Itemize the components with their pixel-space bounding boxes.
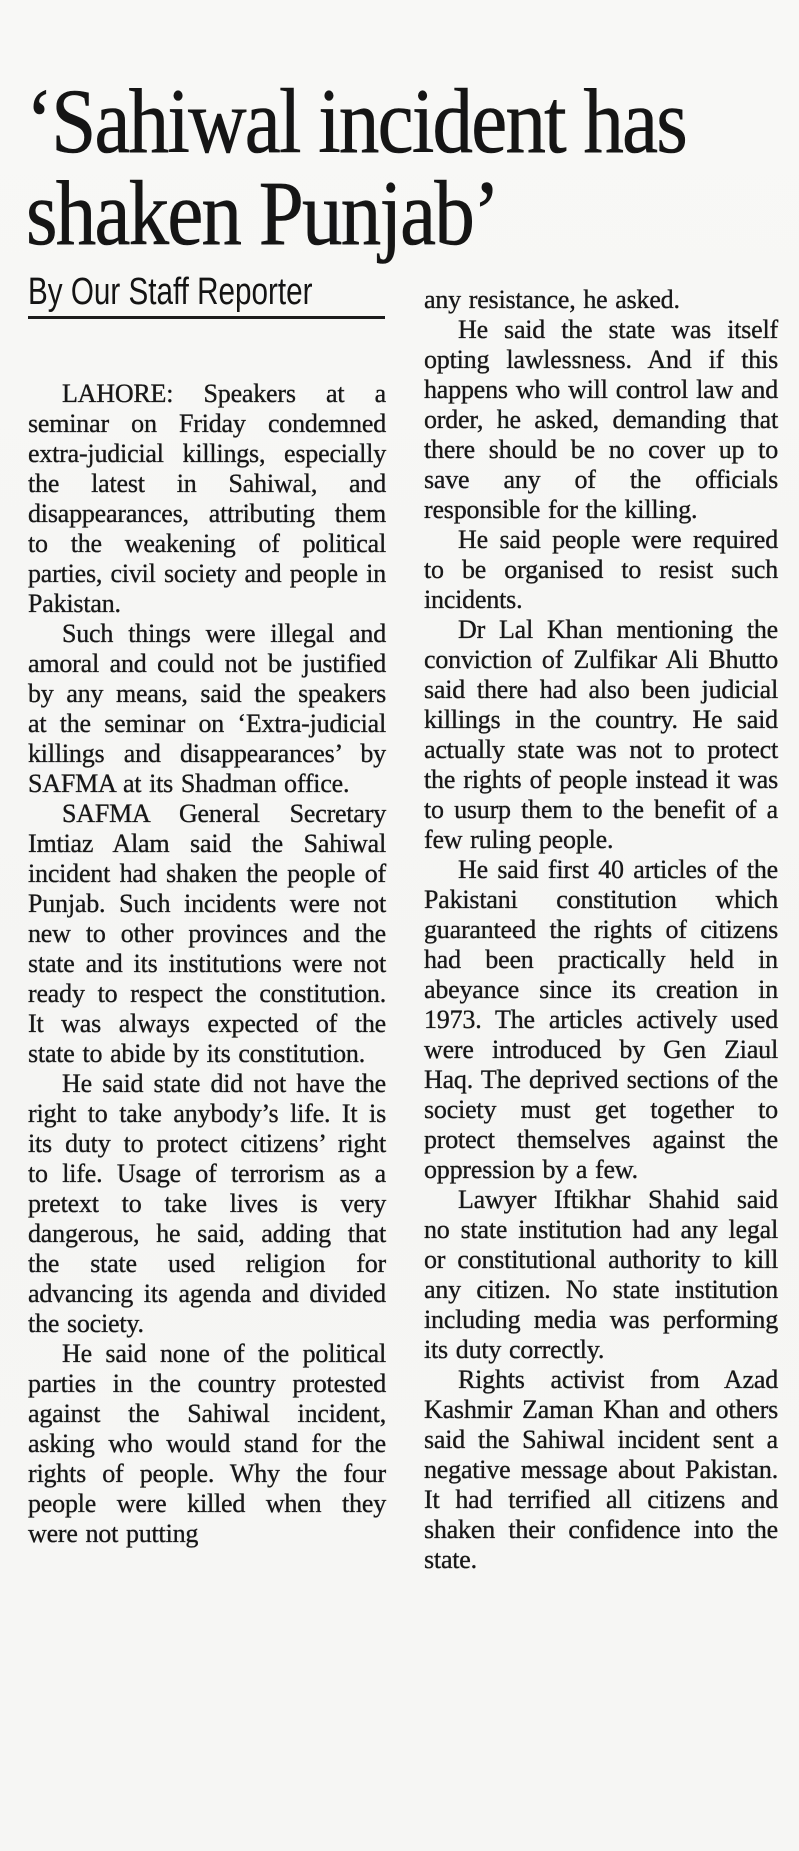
article-column-right [424, 285, 778, 1575]
article-paragraph: SAFMA General Secretary Imtiaz Alam said the Sahiwal incident had shaken the people of Punjab. Such incidents were not new to other provinces and the state and its institutions were not ready to respect the constitution. It was always expected of the state to abide by its constitution. [28, 799, 386, 1068]
article-column-left [28, 379, 386, 1549]
article-paragraph: He said first 40 articles of the Pakistani constitution which guaranteed the rights of citizens had been practically held in abeyance since its creation in 1973. The articles actively used were introduced by Gen Ziaul Haq. The deprived sections of the society must get together to protect themselves against the oppression by a few. [424, 855, 778, 1184]
article-paragraph: LAHORE: Speakers at a seminar on Friday condemned extra-judicial killings, especially the latest in Sahiwal, and disappearances, attributing them to the weakening of political parties, civil society and people in Pakistan. [28, 379, 386, 618]
article-paragraph-continuation: any resistance, he asked. [424, 285, 680, 314]
article-paragraph: Rights activist from Azad Kashmir Zaman Khan and others said the Sahiwal incident sent a negative message about Pakistan. It had terrified all citizens and shaken their confidence into the state. [424, 1365, 778, 1574]
article-paragraph: Dr Lal Khan mentioning the conviction of Zulfikar Ali Bhutto said there had also been judicial killings in the country. He said actually state was not to protect the rights of people instead it was to usurp them to the benefit of a few ruling people. [424, 615, 778, 854]
article-paragraph: He said state did not have the right to take anybody’s life. It is its duty to protect citizens’ right to life. Usage of terrorism as a pretext to take lives is very dangerous, he said, adding that the state used religion for advancing its agenda and divided the society. [28, 1069, 386, 1338]
article-headline: ‘Sahiwal incident has shaken Punjab’ [26, 69, 687, 264]
article-byline: By Our Staff Reporter [28, 271, 313, 313]
article-paragraph: Such things were illegal and amoral and could not be justified by any means, said the speakers at the seminar on ‘Extra-judicial killings and disappearances’ by SAFMA at its Shadman office. [28, 619, 386, 798]
article-paragraph: He said none of the political parties in the country protested against the Sahiwal incident, asking who would stand for the rights of people. Why the four people were killed when they were not putting [28, 1339, 386, 1548]
article-paragraph: Lawyer Iftikhar Shahid said no state institution had any legal or constitutional authority to kill any citizen. No state institution including media was performing its duty correctly. [424, 1185, 778, 1364]
article-paragraph: He said the state was itself opting lawlessness. And if this happens who will control law and order, he asked, demanding that there should be no cover up to save any of the officials responsible for the killing. [424, 315, 778, 524]
byline-rule [28, 316, 385, 319]
article-paragraph: He said people were required to be organised to resist such incidents. [424, 525, 778, 614]
